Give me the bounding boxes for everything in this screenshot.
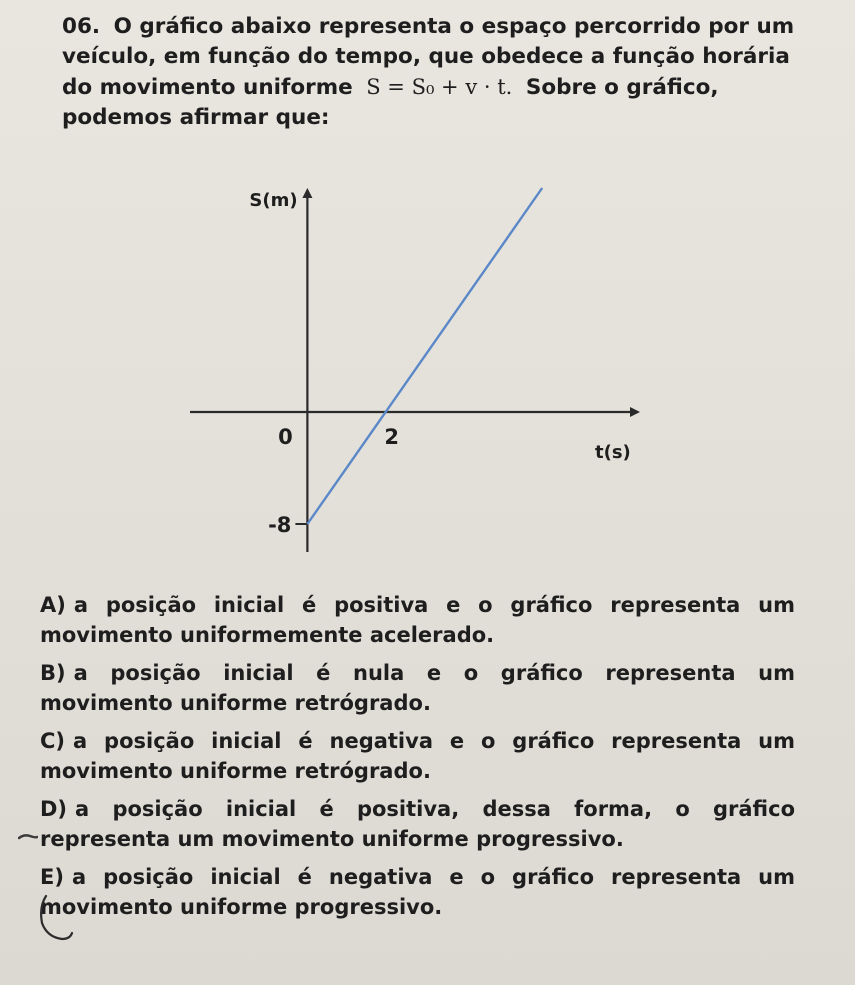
question-statement [62,12,822,133]
option-c[interactable] [40,726,795,786]
option-b-text: a posição inicial é nula e o gráfico representa um movimento uniforme retrógrado. [40,661,795,715]
option-e-text: a posição inicial é negativa e o gráfico representa um movimento uniforme progressivo. [40,865,795,919]
x-tick-label-0: 0 [278,425,293,449]
option-a-text: a posição inicial é positiva e o gráfico representa um movimento uniformemente acelerado. [40,593,795,647]
question-text-before: O gráfico abaixo representa o espaço percorrido por um veículo, em função do tempo, que obedece a função horária do movimento uniforme [62,14,795,100]
pencil-circle-option-e [38,893,74,941]
question-number: 06. [62,14,101,39]
answer-options [40,590,795,930]
chart-svg [180,180,650,560]
x-axis-label: t(s) [595,442,631,463]
option-a[interactable] [40,590,795,650]
position-time-chart [180,180,650,560]
series-line [307,188,542,524]
option-b[interactable] [40,658,795,718]
option-b-letter: B) [40,661,66,685]
option-e[interactable] [40,862,795,922]
question-text-after: Sobre o gráfico, podemos afirmar que: [62,75,719,130]
y-tick-label-minus-8: -8 [268,513,292,537]
y-axis-label: S(m) [249,190,298,211]
option-c-text: a posição inicial é negativa e o gráfico representa um movimento uniforme retrógrado. [40,729,795,783]
option-d[interactable] [40,794,795,854]
time-function-formula: S = S₀ + v · t. [366,75,513,99]
option-d-text: a posição inicial é positiva, dessa forma, o gráfico representa um movimento uniforme progressivo. [40,797,795,851]
option-e-letter: E) [40,865,64,889]
pencil-mark-option-d [18,833,38,841]
option-d-letter: D) [40,797,68,821]
option-a-letter: A) [40,593,66,617]
x-tick-label-2: 2 [384,425,399,449]
option-c-letter: C) [40,729,66,753]
